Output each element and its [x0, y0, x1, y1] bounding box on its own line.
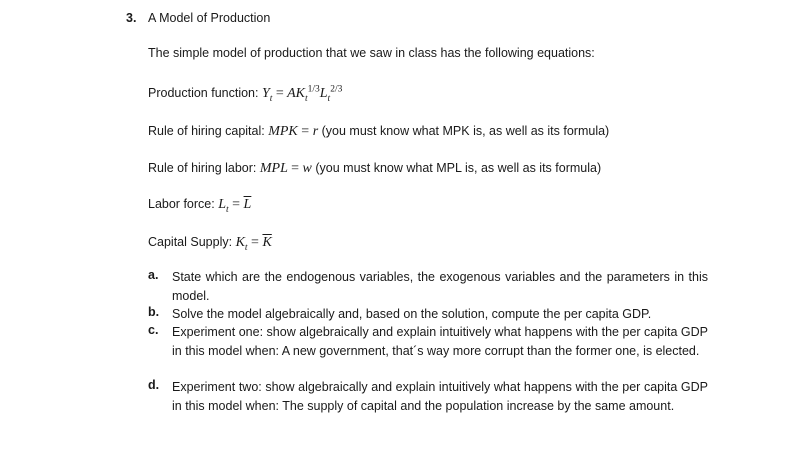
part-letter: b. — [148, 305, 160, 319]
question-number: 3. — [126, 11, 137, 25]
question-title: A Model of Production — [148, 11, 271, 25]
production-equation: $Y_t = AK_t^{1/3}L_t^{2/3}$ — [261, 84, 343, 104]
labor-equation: MPL = w — [259, 161, 312, 176]
capital-equation: MPK = r — [268, 124, 319, 139]
part-d — [148, 378, 708, 415]
part-text: Experiment one: show algebraically and explain intuitively what happens with the per capita GDP in this model when: A new government, that´s way more corrupt than the former one, is elected. — [172, 325, 708, 358]
part-letter: a. — [148, 268, 159, 282]
part-text: Solve the model algebraically and, based on the solution, compute the per capita GDP. — [172, 307, 652, 321]
part-c — [148, 323, 708, 360]
intro-text: The simple model of production that we saw in class has the following equations: — [148, 46, 595, 60]
part-letter: d. — [148, 378, 160, 392]
capital-label: Rule of hiring capital: — [148, 124, 265, 138]
capitalsupply-label: Capital Supply: — [148, 235, 233, 249]
capitalsupply-equation: $K_t = \overline{K}$ — [235, 235, 272, 253]
capital-supply-line — [148, 235, 272, 251]
capital-note: (you must know what MPK is, as well as its formula) — [321, 124, 610, 138]
production-function-line — [148, 86, 342, 102]
labor-note: (you must know what MPL is, as well as its formula) — [315, 161, 602, 175]
capital-rule-line — [148, 124, 609, 140]
labor-force-line — [148, 197, 251, 213]
part-letter: c. — [148, 323, 159, 337]
part-a — [148, 268, 708, 305]
production-label: Production function: — [148, 86, 259, 100]
part-text: State which are the endogenous variables, the exogenous variables and the parameters in this model. — [172, 270, 708, 303]
labor-rule-line — [148, 161, 601, 177]
part-b — [148, 305, 708, 324]
laborforce-label: Labor force: — [148, 197, 215, 211]
labor-label: Rule of hiring labor: — [148, 161, 257, 175]
part-text: Experiment two: show algebraically and explain intuitively what happens with the per capita GDP in this model when: The supply of capital and the population increase by the same amount. — [172, 380, 708, 413]
laborforce-equation: $L_t = \overline{L}$ — [218, 197, 252, 215]
